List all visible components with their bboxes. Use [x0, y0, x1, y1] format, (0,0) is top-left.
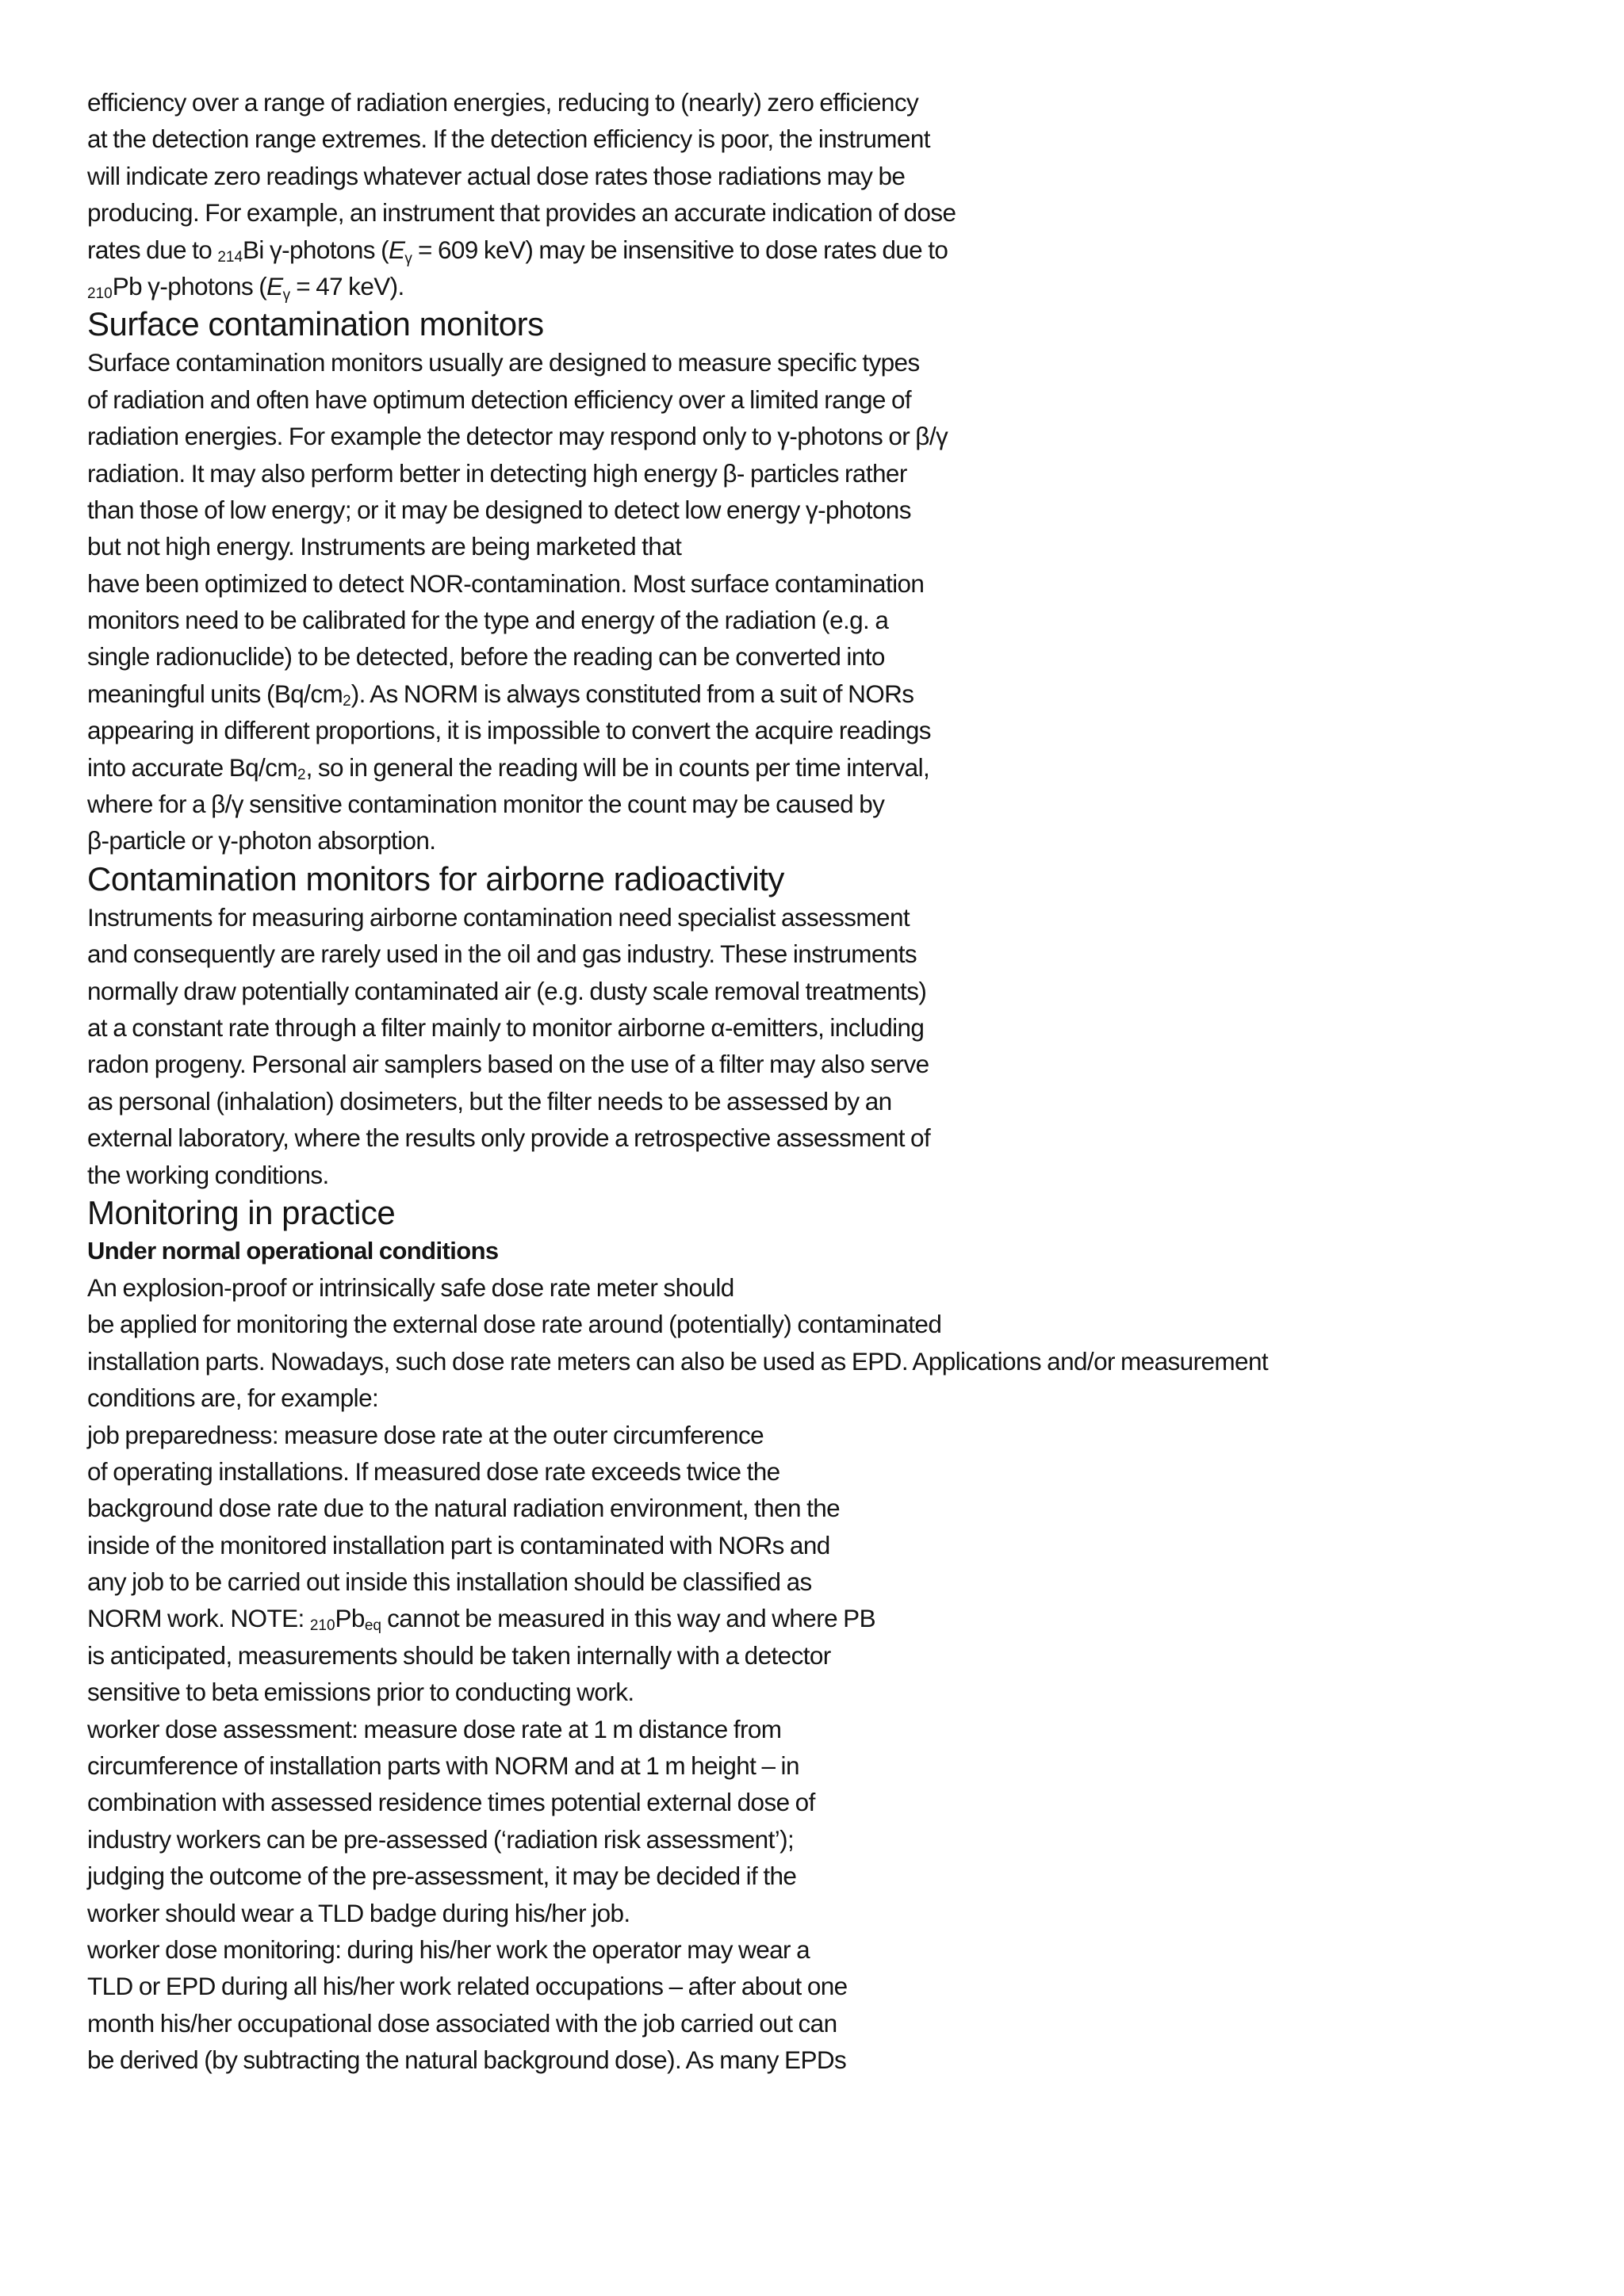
text-line: worker dose assessment: measure dose rate at 1 m distance from [87, 1714, 782, 1743]
text-line: industry workers can be pre-assessed (‘radiation risk assessment’); [87, 1824, 795, 1854]
text-line: judging the outcome of the pre-assessment, it may be decided if the [87, 1862, 797, 1891]
text-line: where for a β/γ sensitive contamination monitor the count may be caused by [87, 790, 885, 819]
text-line: background dose rate due to the natural radiation environment, then the [87, 1494, 841, 1523]
text-line: efficiency over a range of radiation energies, reducing to (nearly) zero efficiency [87, 88, 919, 117]
intro-paragraph [87, 84, 1578, 304]
text-line: as personal (inhalation) dosimeters, but the filter needs to be assessed by an [87, 1086, 892, 1115]
text-line: and consequently are rarely used in the oil and gas industry. These instruments [87, 939, 917, 969]
text-line: of radiation and often have optimum detection efficiency over a limited range of [87, 385, 912, 414]
airborne-paragraph [87, 899, 1578, 1193]
text-line: but not high energy. Instruments are being marketed that [87, 532, 682, 561]
text-line: radiation. It may also perform better in detecting high energy β- particles rather [87, 458, 907, 488]
text-line: radon progeny. Personal air samplers based on the use of a filter may also serve [87, 1050, 929, 1079]
text-line: combination with assessed residence times potential external dose of [87, 1788, 815, 1817]
text-line: single radionuclide) to be detected, before the reading can be converted into [87, 642, 885, 672]
text-line: radiation energies. For example the detector may respond only to γ-photons or β/γ [87, 422, 948, 451]
text-line: monitors need to be calibrated for the type and energy of the radiation (e.g. a [87, 606, 889, 635]
section-heading-airborne-monitors: Contamination monitors for airborne radioactivity [87, 859, 784, 897]
text-line: of operating installations. If measured dose rate exceeds twice the [87, 1456, 780, 1486]
text-line: Surface contamination monitors usually are designed to measure specific types [87, 348, 920, 377]
text-line: sensitive to beta emissions prior to conducting work. [87, 1678, 634, 1707]
text-line: worker should wear a TLD badge during his/her job. [87, 1898, 630, 1927]
text-line: have been optimized to detect NOR-contamination. Most surface contamination [87, 568, 925, 598]
text-line: at the detection range extremes. If the detection efficiency is poor, the instrument [87, 124, 930, 154]
subheading-normal-conditions: Under normal operational conditions [87, 1236, 499, 1265]
text-line: into accurate $Bq/cm_2$, so in general the reading will be in counts per time interval, [87, 752, 930, 783]
text-line: at a constant rate through a filter mainly to monitor airborne α-emitters, including [87, 1012, 925, 1042]
section-heading-monitoring-practice: Monitoring in practice [87, 1193, 396, 1231]
document-page [87, 84, 1578, 2079]
text-line: conditions are, for example: [87, 1383, 379, 1413]
text-line: $_{210}$Pb γ-photons ($E_\gamma = 47$ keV). [87, 271, 404, 304]
surface-paragraph [87, 344, 1578, 859]
text-line: than those of low energy; or it may be designed to detect low energy γ-photons [87, 495, 911, 524]
text-line: meaningful units $(Bq/cm_2)$. As NORM is always constituted from a suit of NORs [87, 679, 914, 710]
text-line: rates due to $_{214}$Bi γ-photons ($E_\gamma = 609$ keV) may be insensitive to dose rates due to [87, 235, 948, 267]
text-line: Instruments for measuring airborne contamination need specialist assessment [87, 902, 910, 932]
text-line: installation parts. Nowadays, such dose rate meters can also be used as EPD. Applications and/or measurement [87, 1346, 1269, 1376]
practice-paragraph [87, 1269, 1578, 2079]
text-line: TLD or EPD during all his/her work related occupations – after about one [87, 1972, 848, 2001]
text-line: normally draw potentially contaminated air (e.g. dusty scale removal treatments) [87, 976, 927, 1005]
text-line: job preparedness: measure dose rate at the outer circumference [87, 1420, 764, 1449]
text-line: An explosion-proof or intrinsically safe dose rate meter should [87, 1272, 734, 1302]
text-line: β-particle or γ-photon absorption. [87, 826, 436, 855]
text-line: appearing in different proportions, it is impossible to convert the acquire readings [87, 716, 931, 745]
text-line: worker dose monitoring: during his/her work the operator may wear a [87, 1934, 810, 1964]
text-line: any job to be carried out inside this installation should be classified as [87, 1567, 812, 1597]
text-line: is anticipated, measurements should be taken internally with a detector [87, 1640, 831, 1670]
text-line: will indicate zero readings whatever actual dose rates those radiations may be [87, 161, 906, 190]
text-line: month his/her occupational dose associated with the job carried out can [87, 2008, 837, 2038]
text-line: inside of the monitored installation part is contaminated with NORs and [87, 1530, 830, 1559]
text-line: be derived (by subtracting the natural background dose). As many EPDs [87, 2045, 847, 2075]
section-heading-surface-contamination: Surface contamination monitors [87, 305, 544, 343]
text-line: producing. For example, an instrument that provides an accurate indication of dose [87, 198, 956, 228]
text-line: be applied for monitoring the external dose rate around (potentially) contaminated [87, 1310, 942, 1339]
text-line: NORM work. NOTE: $_{210}Pb_{eq}$ cannot be measured in this way and where PB [87, 1604, 875, 1635]
text-line: circumference of installation parts with NORM and at 1 m height – in [87, 1751, 799, 1781]
text-line: the working conditions. [87, 1160, 329, 1189]
text-line: external laboratory, where the results only provide a retrospective assessment of [87, 1123, 931, 1153]
